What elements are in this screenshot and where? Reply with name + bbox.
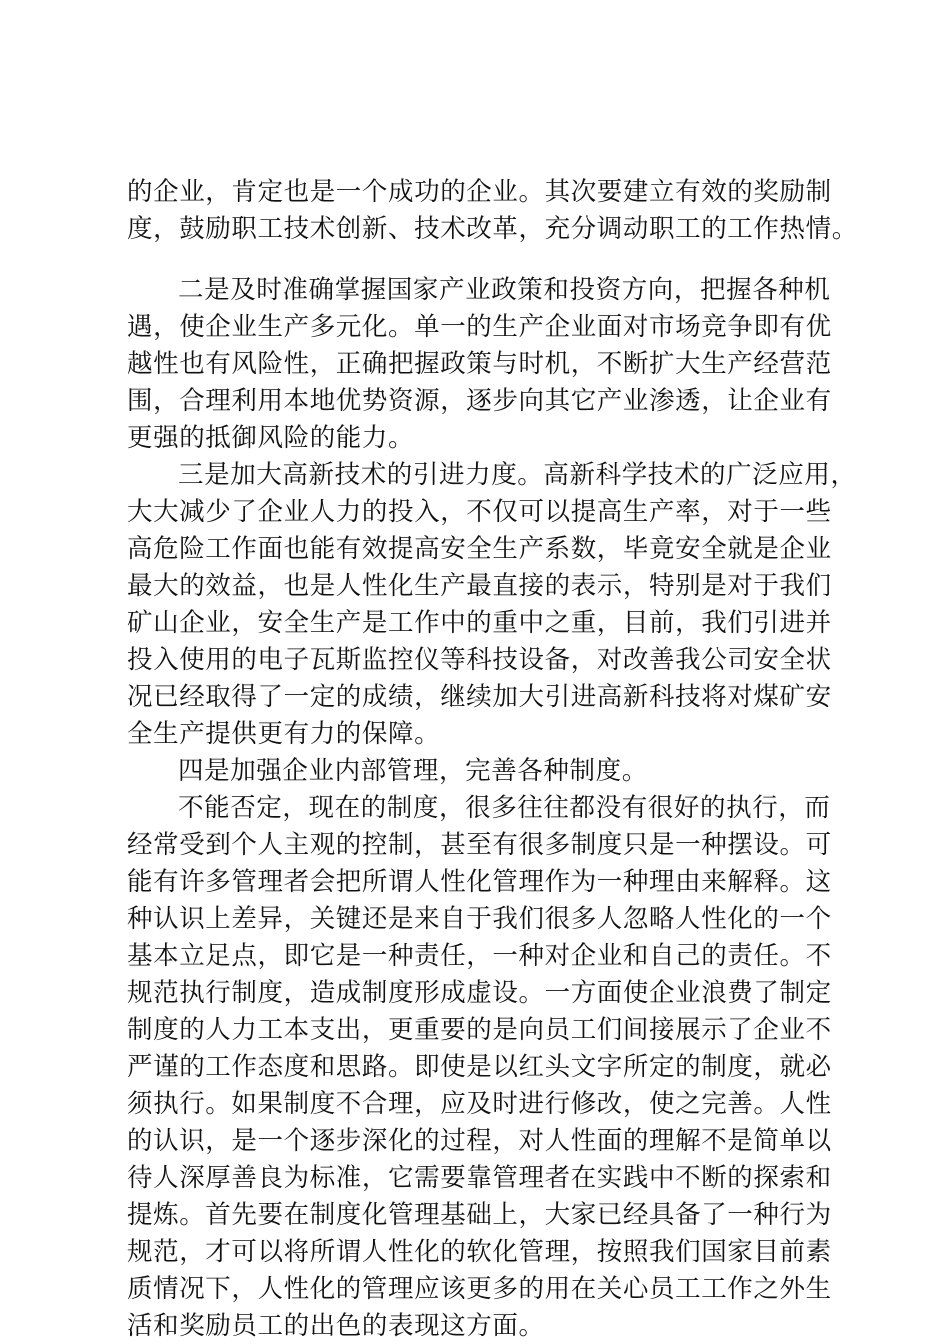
text-line: 越性也有风险性，正确把握政策与时机，不断扩大生产经营范 bbox=[127, 349, 832, 379]
text-line: 况已经取得了一定的成绩，继续加大引进高新科技将对煤矿安 bbox=[127, 682, 832, 712]
text-line: 待人深厚善良为标准，它需要靠管理者在实践中不断的探索和 bbox=[127, 1163, 832, 1193]
text-line: 遇，使企业生产多元化。单一的生产企业面对市场竞争即有优 bbox=[127, 312, 832, 342]
text-line: 的认识，是一个逐步深化的过程，对人性面的理解不是简单以 bbox=[127, 1126, 832, 1156]
text-line: 全生产提供更有力的保障。 bbox=[127, 719, 441, 749]
text-line: 的企业，肯定也是一个成功的企业。其次要建立有效的奖励制 bbox=[127, 177, 832, 207]
text-line: 严谨的工作态度和思路。即使是以红头文字所定的制度，就必 bbox=[127, 1052, 832, 1082]
text-line: 规范，才可以将所谓人性化的软化管理，按照我们国家目前素 bbox=[127, 1237, 832, 1267]
text-line: 活和奖励员工的出色的表现这方面。 bbox=[127, 1311, 545, 1341]
text-line: 种认识上差异，关键还是来自于我们很多人忽略人性化的一个 bbox=[127, 904, 832, 934]
text-line: 规范执行制度，造成制度形成虚设。一方面使企业浪费了制定 bbox=[127, 978, 832, 1008]
text-line: 基本立足点，即它是一种责任，一种对企业和自己的责任。不 bbox=[127, 941, 832, 971]
text-line: 更强的抵御风险的能力。 bbox=[127, 423, 415, 453]
text-line: 提炼。首先要在制度化管理基础上，大家已经具备了一种行为 bbox=[127, 1200, 832, 1230]
text-line: 投入使用的电子瓦斯监控仪等科技设备，对改善我公司安全状 bbox=[127, 645, 832, 675]
text-line: 三是加大高新技术的引进力度。高新科学技术的广泛应用， bbox=[178, 460, 857, 490]
text-line: 质情况下，人性化的管理应该更多的用在关心员工工作之外生 bbox=[127, 1274, 832, 1304]
text-line: 度，鼓励职工技术创新、技术改革，充分调动职工的工作热情。 bbox=[127, 214, 858, 244]
text-line: 四是加强企业内部管理，完善各种制度。 bbox=[178, 756, 648, 786]
text-line: 最大的效益，也是人性化生产最直接的表示，特别是对于我们 bbox=[127, 571, 832, 601]
text-line: 制度的人力工本支出，更重要的是向员工们间接展示了企业不 bbox=[127, 1015, 832, 1045]
text-line: 大大减少了企业人力的投入，不仅可以提高生产率，对于一些 bbox=[127, 497, 832, 527]
text-line: 围，合理利用本地优势资源，逐步向其它产业渗透，让企业有 bbox=[127, 386, 832, 416]
text-line: 能有许多管理者会把所谓人性化管理作为一种理由来解释。这 bbox=[127, 867, 832, 897]
text-line: 经常受到个人主观的控制，甚至有很多制度只是一种摆设。可 bbox=[127, 830, 832, 860]
text-line: 高危险工作面也能有效提高安全生产系数，毕竟安全就是企业 bbox=[127, 534, 832, 564]
text-line: 矿山企业，安全生产是工作中的重中之重，目前，我们引进并 bbox=[127, 608, 832, 638]
text-line: 不能否定，现在的制度，很多往往都没有很好的执行，而 bbox=[178, 793, 831, 823]
text-line: 二是及时准确掌握国家产业政策和投资方向，把握各种机 bbox=[178, 275, 831, 305]
text-line: 须执行。如果制度不合理，应及时进行修改，使之完善。人性 bbox=[127, 1089, 832, 1119]
